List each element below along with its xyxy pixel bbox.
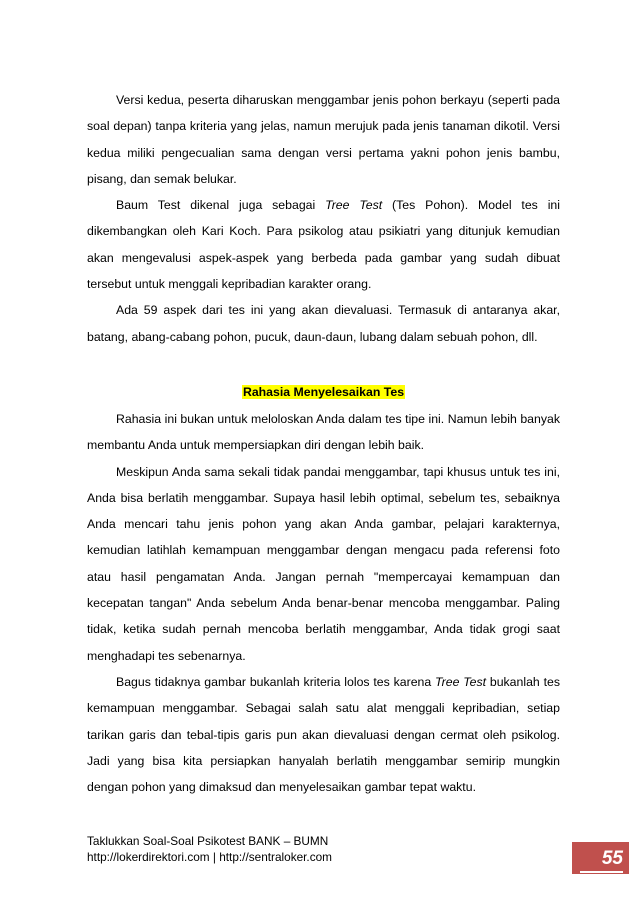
- section-heading-wrap: [87, 379, 560, 406]
- page-body: [87, 87, 560, 800]
- page-number-underline: [580, 871, 623, 873]
- paragraph-rahasia: [87, 406, 560, 459]
- paragraph-text: Meskipun Anda sama sekali tidak pandai menggambar, tapi khusus untuk tes ini, Anda bisa berlatih menggambar. Supaya hasil lebih optimal, sebelum tes, sebaiknya Anda mencari tahu jenis pohon yang akan Anda gambar, pelajari karakternya, kemudian latihlah kemampuan menggambar dengan mengacu pada referensi foto atau hasil pengamatan Anda. Jangan pernah "mempercayai kemampuan dan kecepatan tangan" Anda sebelum Anda benar-benar mencoba menggambar. Paling tidak, ketika sudah pernah mencoba berlatih menggambar, Anda tidak grogi saat menghadapi tes sebenarnya.: [87, 464, 560, 663]
- paragraph-baum-test: [87, 192, 560, 297]
- italic-term: Tree Test: [435, 674, 487, 689]
- paragraph-text-start: Bagus tidaknya gambar bukanlah kriteria lolos tes karena: [116, 674, 436, 689]
- paragraph-text: Versi kedua, peserta diharuskan menggambar jenis pohon berkayu (seperti pada soal depan) tanpa kriteria yang jelas, namun merujuk pada jenis tanaman dikotil. Versi kedua miliki pengecualian sama dengan versi pertama yakni pohon jenis bambu, pisang, dan semak belukar.: [87, 93, 560, 186]
- paragraph-versi-kedua: [87, 87, 560, 192]
- paragraph-aspek: [87, 297, 560, 350]
- page-footer: [87, 833, 332, 865]
- section-gap: [87, 350, 560, 379]
- paragraph-text-end: bukanlah tes kemampuan menggambar. Sebagai salah satu alat menggali kepribadian, setiap tarikan garis dan tebal-tipis garis pun akan dievaluasi dengan cermat oleh psikolog. Jadi yang bisa kita persiapkan hanyalah berlatih menggambar semirip mungkin dengan pohon yang dimaksud dan menyelesaikan gambar tepat waktu.: [87, 674, 560, 795]
- paragraph-text: Rahasia ini bukan untuk meloloskan Anda dalam tes tipe ini. Namun lebih banyak membantu Anda untuk mempersiapkan diri dengan lebih baik.: [87, 411, 560, 453]
- paragraph-text-start: Baum Test dikenal juga sebagai: [116, 198, 326, 213]
- section-heading: Rahasia Menyelesaikan Tes: [242, 384, 405, 399]
- paragraph-meskipun: [87, 459, 560, 669]
- paragraph-bagus: [87, 669, 560, 800]
- italic-term: Tree Test: [325, 198, 383, 213]
- paragraph-text: Ada 59 aspek dari tes ini yang akan dievaluasi. Termasuk di antaranya akar, batang, abang-cabang pohon, pucuk, daun-daun, lubang dalam sebuah pohon, dll.: [87, 303, 560, 344]
- paragraph-text-end: (Tes Pohon). Model tes ini dikembangkan oleh Kari Koch. Para psikolog atau psikiatri yang ditunjuk kemudian akan mengevalusi aspek-aspek yang berbeda pada gambar yang sudah dibuat tersebut untuk menggali kepribadian karakter orang.: [87, 198, 560, 292]
- footer-book-title: Taklukkan Soal-Soal Psikotest BANK – BUMN: [87, 834, 329, 848]
- footer-urls: http://lokerdirektori.com | http://sentraloker.com: [87, 850, 332, 864]
- page-number: 55: [601, 848, 623, 869]
